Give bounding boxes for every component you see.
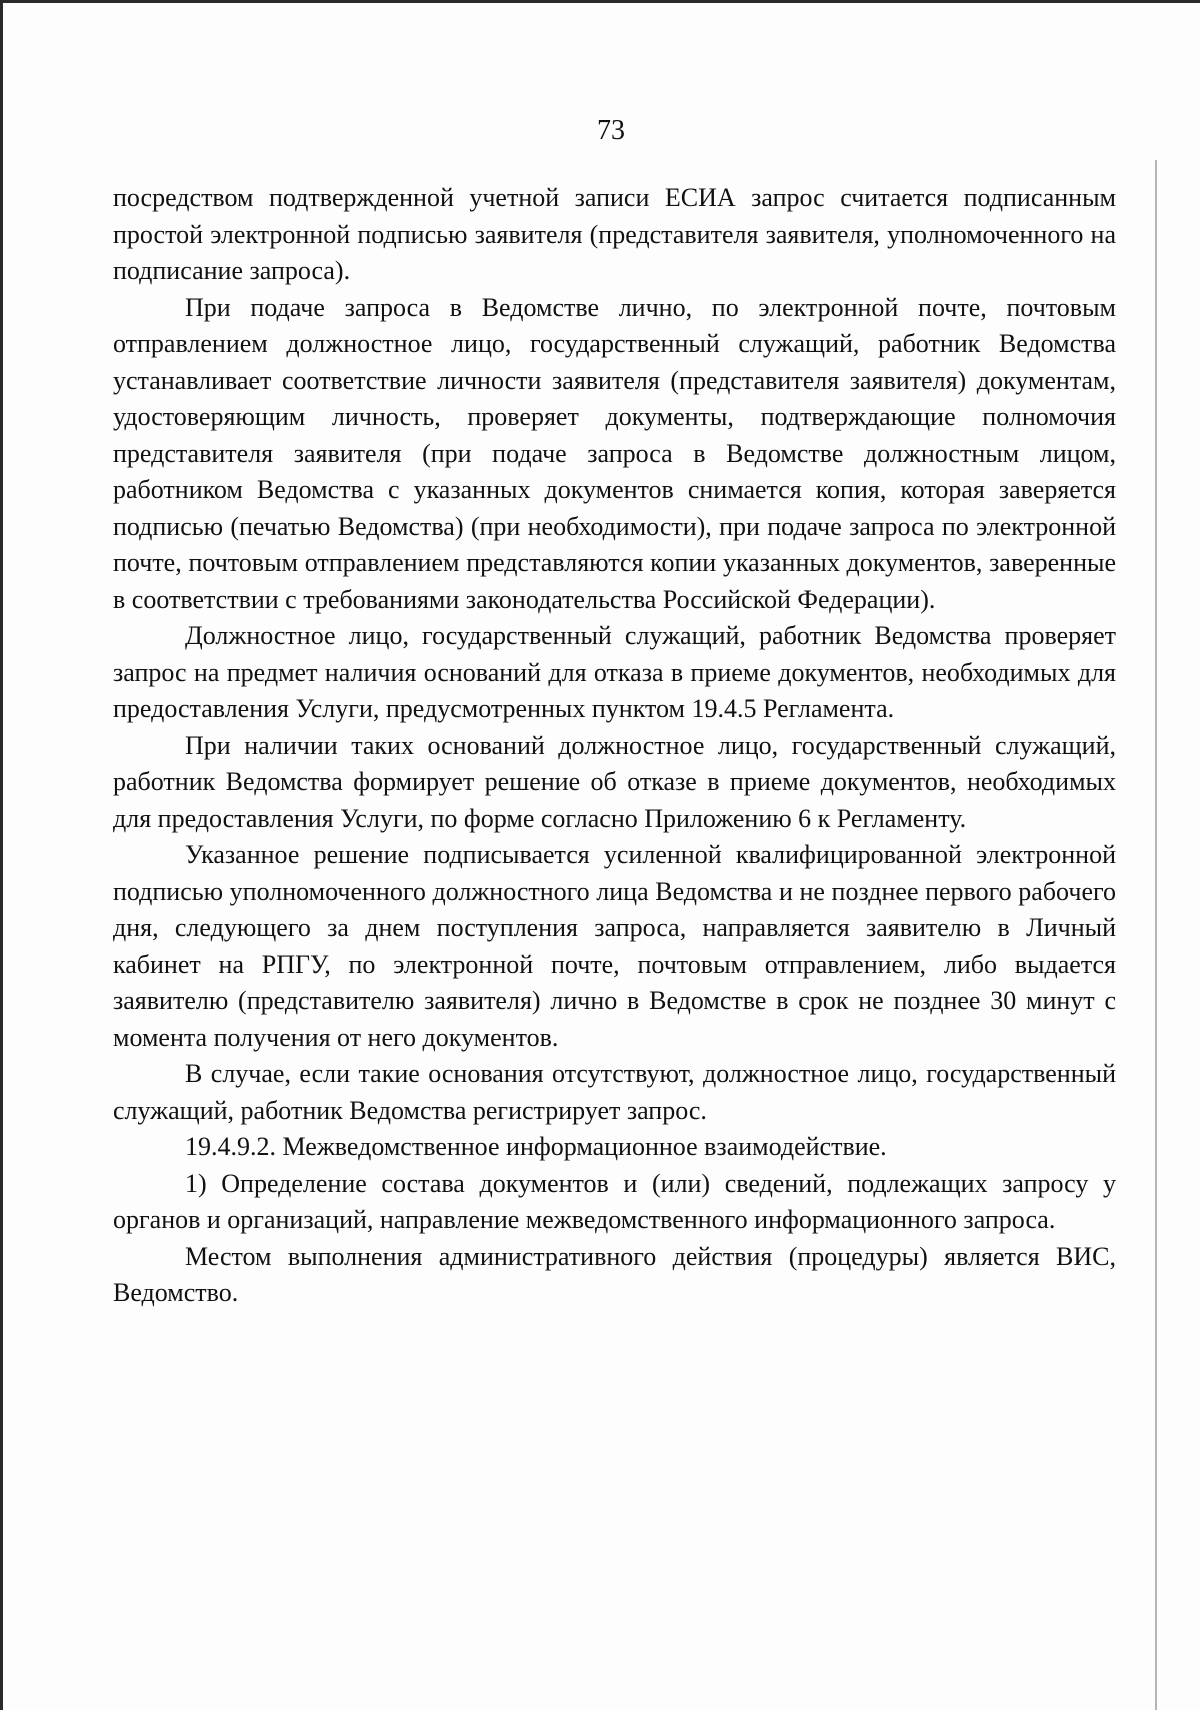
paragraph: Должностное лицо, государственный служащий, работник Ведомства проверяет запрос на предмет наличия оснований для отказа в приеме документов, необходимых для предоставления Услуги, предусмотренных пунктом 19.4.5 Регламента. bbox=[113, 621, 1116, 723]
paragraph: При подаче запроса в Ведомстве лично, по электронной почте, почтовым отправлением должностное лицо, государственный служащий, работник Ведомства устанавливает соответствие личности заявителя (представителя заявителя) документам, удостоверяющим личность, проверяет документы, подтверждающие полномочия представителя заявителя (при подаче запроса в Ведомстве должностным лицом, работником Ведомства с указанных документов снимается копия, которая заверяется подписью (печатью Ведомства) (при необходимости), при подаче запроса по электронной почте, почтовым отправлением представляются копии указанных документов, заверенные в соответствии с требованиями законодательства Российской Федерации). bbox=[113, 292, 1116, 614]
paragraph: Местом выполнения административного действия (процедуры) является ВИС, Ведомство. bbox=[113, 1241, 1116, 1307]
page-number: 73 bbox=[597, 115, 625, 146]
section-heading: 19.4.9.2. Межведомственное информационное взаимодействие. bbox=[185, 1132, 887, 1161]
paragraph: посредством подтвержденной учетной записи ЕСИА запрос считается подписанным простой электронной подписью заявителя (представителя заявителя, уполномоченного на подписание запроса). bbox=[113, 183, 1116, 285]
document-body bbox=[113, 180, 1116, 1312]
scan-border-right bbox=[1155, 160, 1157, 1710]
paragraph: 1) Определение состава документов и (или) сведений, подлежащих запросу у органов и организаций, направление межведомственного информационного запроса. bbox=[113, 1168, 1116, 1234]
paragraph: При наличии таких оснований должностное лицо, государственный служащий, работник Ведомства формирует решение об отказе в приеме документов, необходимых для предоставления Услуги, по форме согласно Приложению 6 к Регламенту. bbox=[113, 730, 1116, 833]
paragraph: Указанное решение подписывается усиленной квалифицированной электронной подписью уполномоченного должностного лица Ведомства и не позднее первого рабочего дня, следующего за днем поступления запроса, направляется заявителю в Личный кабинет на РПГУ, по электронной почте, почтовым отправлением, либо выдается заявителю (представителю заявителя) лично в Ведомстве в срок не позднее 30 минут с момента получения от него документов. bbox=[113, 840, 1116, 1052]
scan-border-top bbox=[0, 0, 1200, 3]
scan-border-left bbox=[0, 0, 3, 1710]
paragraph: В случае, если такие основания отсутствуют, должностное лицо, государственный служащий, работник Ведомства регистрирует запрос. bbox=[113, 1059, 1116, 1125]
